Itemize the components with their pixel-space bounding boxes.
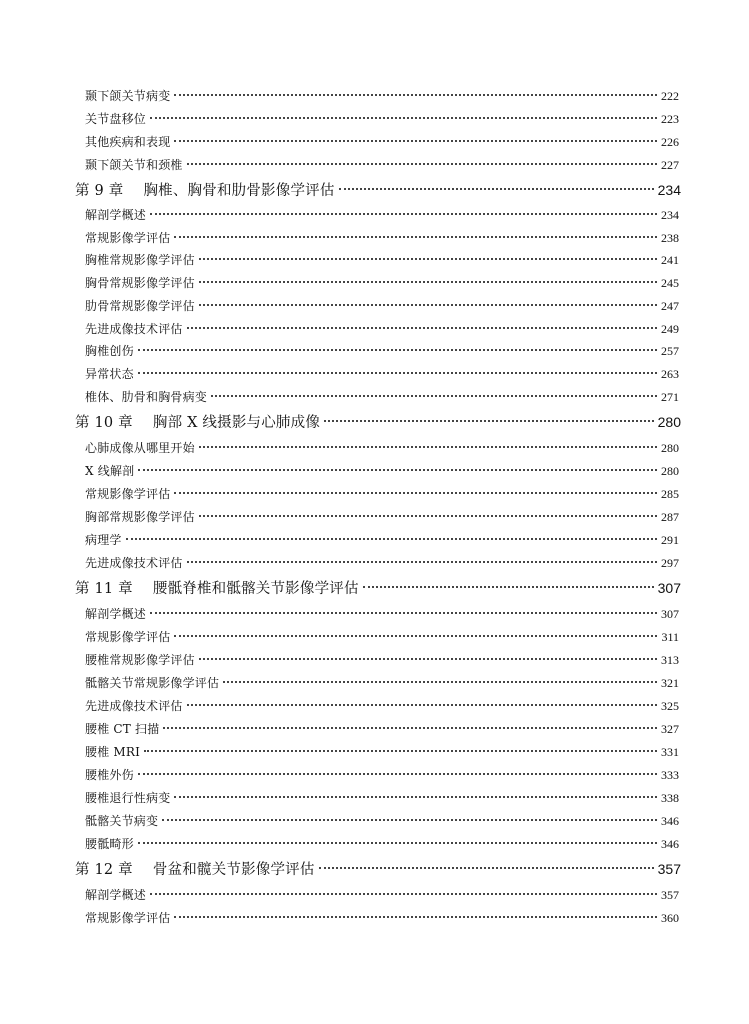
dot-leader <box>138 773 657 775</box>
toc-entry-title: 先进成像技术评估 <box>85 556 183 570</box>
toc-entry-title: 常规影像学评估 <box>85 231 171 245</box>
toc-entry-row[interactable] <box>0 606 749 622</box>
dot-leader <box>211 395 657 397</box>
toc-entry-title: 腰椎外伤 <box>85 768 134 782</box>
dot-leader <box>187 327 657 329</box>
toc-entry-row[interactable] <box>0 321 749 337</box>
toc-entry-title: 异常状态 <box>85 367 134 381</box>
toc-entry-title: 椎体、肋骨和胸骨病变 <box>85 390 208 404</box>
toc-chapter-heading <box>75 413 320 433</box>
dot-leader <box>150 213 657 215</box>
page-number: 285 <box>661 487 679 501</box>
dot-leader <box>150 117 657 119</box>
toc-entry-row[interactable] <box>0 389 749 405</box>
dot-leader <box>324 420 654 422</box>
page-number: 257 <box>661 344 679 358</box>
toc-entry-title: X 线解剖 <box>85 464 135 478</box>
dot-leader <box>199 515 657 517</box>
toc-entry-row[interactable] <box>0 675 749 691</box>
dot-leader <box>199 281 657 283</box>
page-number: 307 <box>657 580 681 596</box>
toc-chapter-row[interactable] <box>0 412 749 432</box>
toc-entry-title: 腰骶畸形 <box>85 837 134 851</box>
toc-entry-row[interactable] <box>0 813 749 829</box>
toc-chapter-row[interactable] <box>0 180 749 200</box>
dot-leader <box>138 842 657 844</box>
toc-entry-row[interactable] <box>0 790 749 806</box>
chapter-label: 第 9 章 <box>75 183 124 199</box>
dot-leader <box>174 916 657 918</box>
dot-leader <box>199 258 657 260</box>
toc-entry-row[interactable] <box>0 343 749 359</box>
page-number: 357 <box>661 888 679 902</box>
page-number: 327 <box>661 722 679 736</box>
page-number: 311 <box>661 630 679 644</box>
toc-entry-row[interactable] <box>0 275 749 291</box>
toc-chapter-row[interactable] <box>0 578 749 598</box>
toc-entry-title: 常规影像学评估 <box>85 911 171 925</box>
page-number: 241 <box>661 253 679 267</box>
toc-entry-title: 常规影像学评估 <box>85 630 171 644</box>
toc-entry-title: 腰椎 CT 扫描 <box>85 722 160 736</box>
dot-leader <box>174 236 657 238</box>
page-number: 280 <box>657 414 681 430</box>
toc-entry-row[interactable] <box>0 157 749 173</box>
dot-leader <box>174 492 657 494</box>
page-number: 297 <box>661 556 679 570</box>
toc-entry-title: 颞下颌关节病变 <box>85 89 171 103</box>
page-number: 357 <box>657 861 681 877</box>
dot-leader <box>138 372 657 374</box>
toc-entry-title: 解剖学概述 <box>85 607 147 621</box>
dot-leader <box>319 867 654 869</box>
dot-leader <box>363 586 654 588</box>
toc-entry-row[interactable] <box>0 721 749 737</box>
page-number: 271 <box>661 390 679 404</box>
dot-leader <box>339 188 654 190</box>
toc-entry-title: 其他疾病和表现 <box>85 135 171 149</box>
dot-leader <box>138 349 657 351</box>
page-number: 226 <box>661 135 679 149</box>
page-number: 346 <box>661 814 679 828</box>
toc-entry-title: 解剖学概述 <box>85 888 147 902</box>
dot-leader <box>162 819 657 821</box>
toc-entry-row[interactable] <box>0 298 749 314</box>
chapter-title: 腰骶脊椎和骶髂关节影像学评估 <box>152 581 359 597</box>
toc-entry-row[interactable] <box>0 463 749 479</box>
toc-entry-row[interactable] <box>0 230 749 246</box>
page-number: 346 <box>661 837 679 851</box>
dot-leader <box>150 612 657 614</box>
dot-leader <box>174 140 657 142</box>
dot-leader <box>223 681 657 683</box>
toc-entry-row[interactable] <box>0 698 749 714</box>
dot-leader <box>174 796 657 798</box>
page-number: 227 <box>661 158 679 172</box>
page-number: 249 <box>661 322 679 336</box>
page-number: 263 <box>661 367 679 381</box>
toc-entry-row[interactable] <box>0 252 749 268</box>
page-number: 333 <box>661 768 679 782</box>
chapter-label: 第 11 章 <box>75 581 133 597</box>
toc-entry-title: 先进成像技术评估 <box>85 322 183 336</box>
chapter-title: 骨盆和髋关节影像学评估 <box>152 862 315 878</box>
page-number: 234 <box>661 208 679 222</box>
chapter-label: 第 10 章 <box>75 415 133 431</box>
toc-chapter-heading <box>75 579 359 599</box>
dot-leader <box>144 750 657 752</box>
page-number: 222 <box>661 89 679 103</box>
dot-leader <box>126 538 657 540</box>
toc-entry-row[interactable] <box>0 555 749 571</box>
toc-entry-row[interactable] <box>0 910 749 926</box>
toc-entry-title: 胸骨常规影像学评估 <box>85 276 195 290</box>
toc-entry-row[interactable] <box>0 366 749 382</box>
dot-leader <box>174 635 657 637</box>
toc-entry-title: 胸椎创伤 <box>85 344 134 358</box>
toc-entry-row[interactable] <box>0 486 749 502</box>
toc-entry-title: 腰椎常规影像学评估 <box>85 653 195 667</box>
toc-entry-row[interactable] <box>0 111 749 127</box>
toc-entry-row[interactable] <box>0 887 749 903</box>
page-number: 280 <box>661 441 679 455</box>
toc-entry-row[interactable] <box>0 629 749 645</box>
toc-entry-title: 腰椎 MRI <box>85 745 141 759</box>
dot-leader <box>163 727 657 729</box>
page-number: 280 <box>661 464 679 478</box>
dot-leader <box>199 658 657 660</box>
toc-entry-title: 病理学 <box>85 533 122 547</box>
toc-entry-title: 腰椎退行性病变 <box>85 791 171 805</box>
page-number: 247 <box>661 299 679 313</box>
toc-chapter-heading <box>75 181 335 201</box>
toc-entry-title: 颞下颌关节和颈椎 <box>85 158 183 172</box>
toc-entry-row[interactable] <box>0 744 749 760</box>
dot-leader <box>138 469 657 471</box>
toc-entry-row[interactable] <box>0 88 749 104</box>
toc-entry-row[interactable] <box>0 134 749 150</box>
toc-entry-row[interactable] <box>0 652 749 668</box>
toc-entry-row[interactable] <box>0 532 749 548</box>
page-number: 313 <box>661 653 679 667</box>
page-number: 245 <box>661 276 679 290</box>
dot-leader <box>199 304 657 306</box>
toc-entry-row[interactable] <box>0 440 749 456</box>
toc-entry-title: 肋骨常规影像学评估 <box>85 299 195 313</box>
page-number: 287 <box>661 510 679 524</box>
dot-leader <box>187 561 657 563</box>
chapter-title: 胸椎、胸骨和肋骨影像学评估 <box>143 183 335 199</box>
page-number: 223 <box>661 112 679 126</box>
toc-entry-title: 胸椎常规影像学评估 <box>85 253 195 267</box>
page-number: 331 <box>661 745 679 759</box>
page-number: 234 <box>657 182 681 198</box>
page-number: 307 <box>661 607 679 621</box>
page-number: 360 <box>661 911 679 925</box>
toc-entry-title: 常规影像学评估 <box>85 487 171 501</box>
toc-entry-row[interactable] <box>0 836 749 852</box>
page-number: 291 <box>661 533 679 547</box>
page-number: 338 <box>661 791 679 805</box>
toc-entry-title: 胸部常规影像学评估 <box>85 510 195 524</box>
dot-leader <box>174 94 657 96</box>
chapter-title: 胸部 X 线摄影与心肺成像 <box>152 415 321 431</box>
page-number: 238 <box>661 231 679 245</box>
chapter-label: 第 12 章 <box>75 862 133 878</box>
dot-leader <box>150 893 657 895</box>
toc-entry-title: 骶髂关节病变 <box>85 814 159 828</box>
page-number: 321 <box>661 676 679 690</box>
dot-leader <box>199 446 657 448</box>
toc-entry-row[interactable] <box>0 207 749 223</box>
toc-entry-title: 骶髂关节常规影像学评估 <box>85 676 220 690</box>
toc-chapter-heading <box>75 860 315 880</box>
toc-entry-row[interactable] <box>0 509 749 525</box>
toc-chapter-row[interactable] <box>0 859 749 879</box>
dot-leader <box>187 704 657 706</box>
toc-entry-title: 先进成像技术评估 <box>85 699 183 713</box>
toc-entry-title: 解剖学概述 <box>85 208 147 222</box>
dot-leader <box>187 163 657 165</box>
toc-entry-row[interactable] <box>0 767 749 783</box>
page-number: 325 <box>661 699 679 713</box>
toc-entry-title: 关节盘移位 <box>85 112 147 126</box>
toc-entry-title: 心肺成像从哪里开始 <box>85 441 195 455</box>
